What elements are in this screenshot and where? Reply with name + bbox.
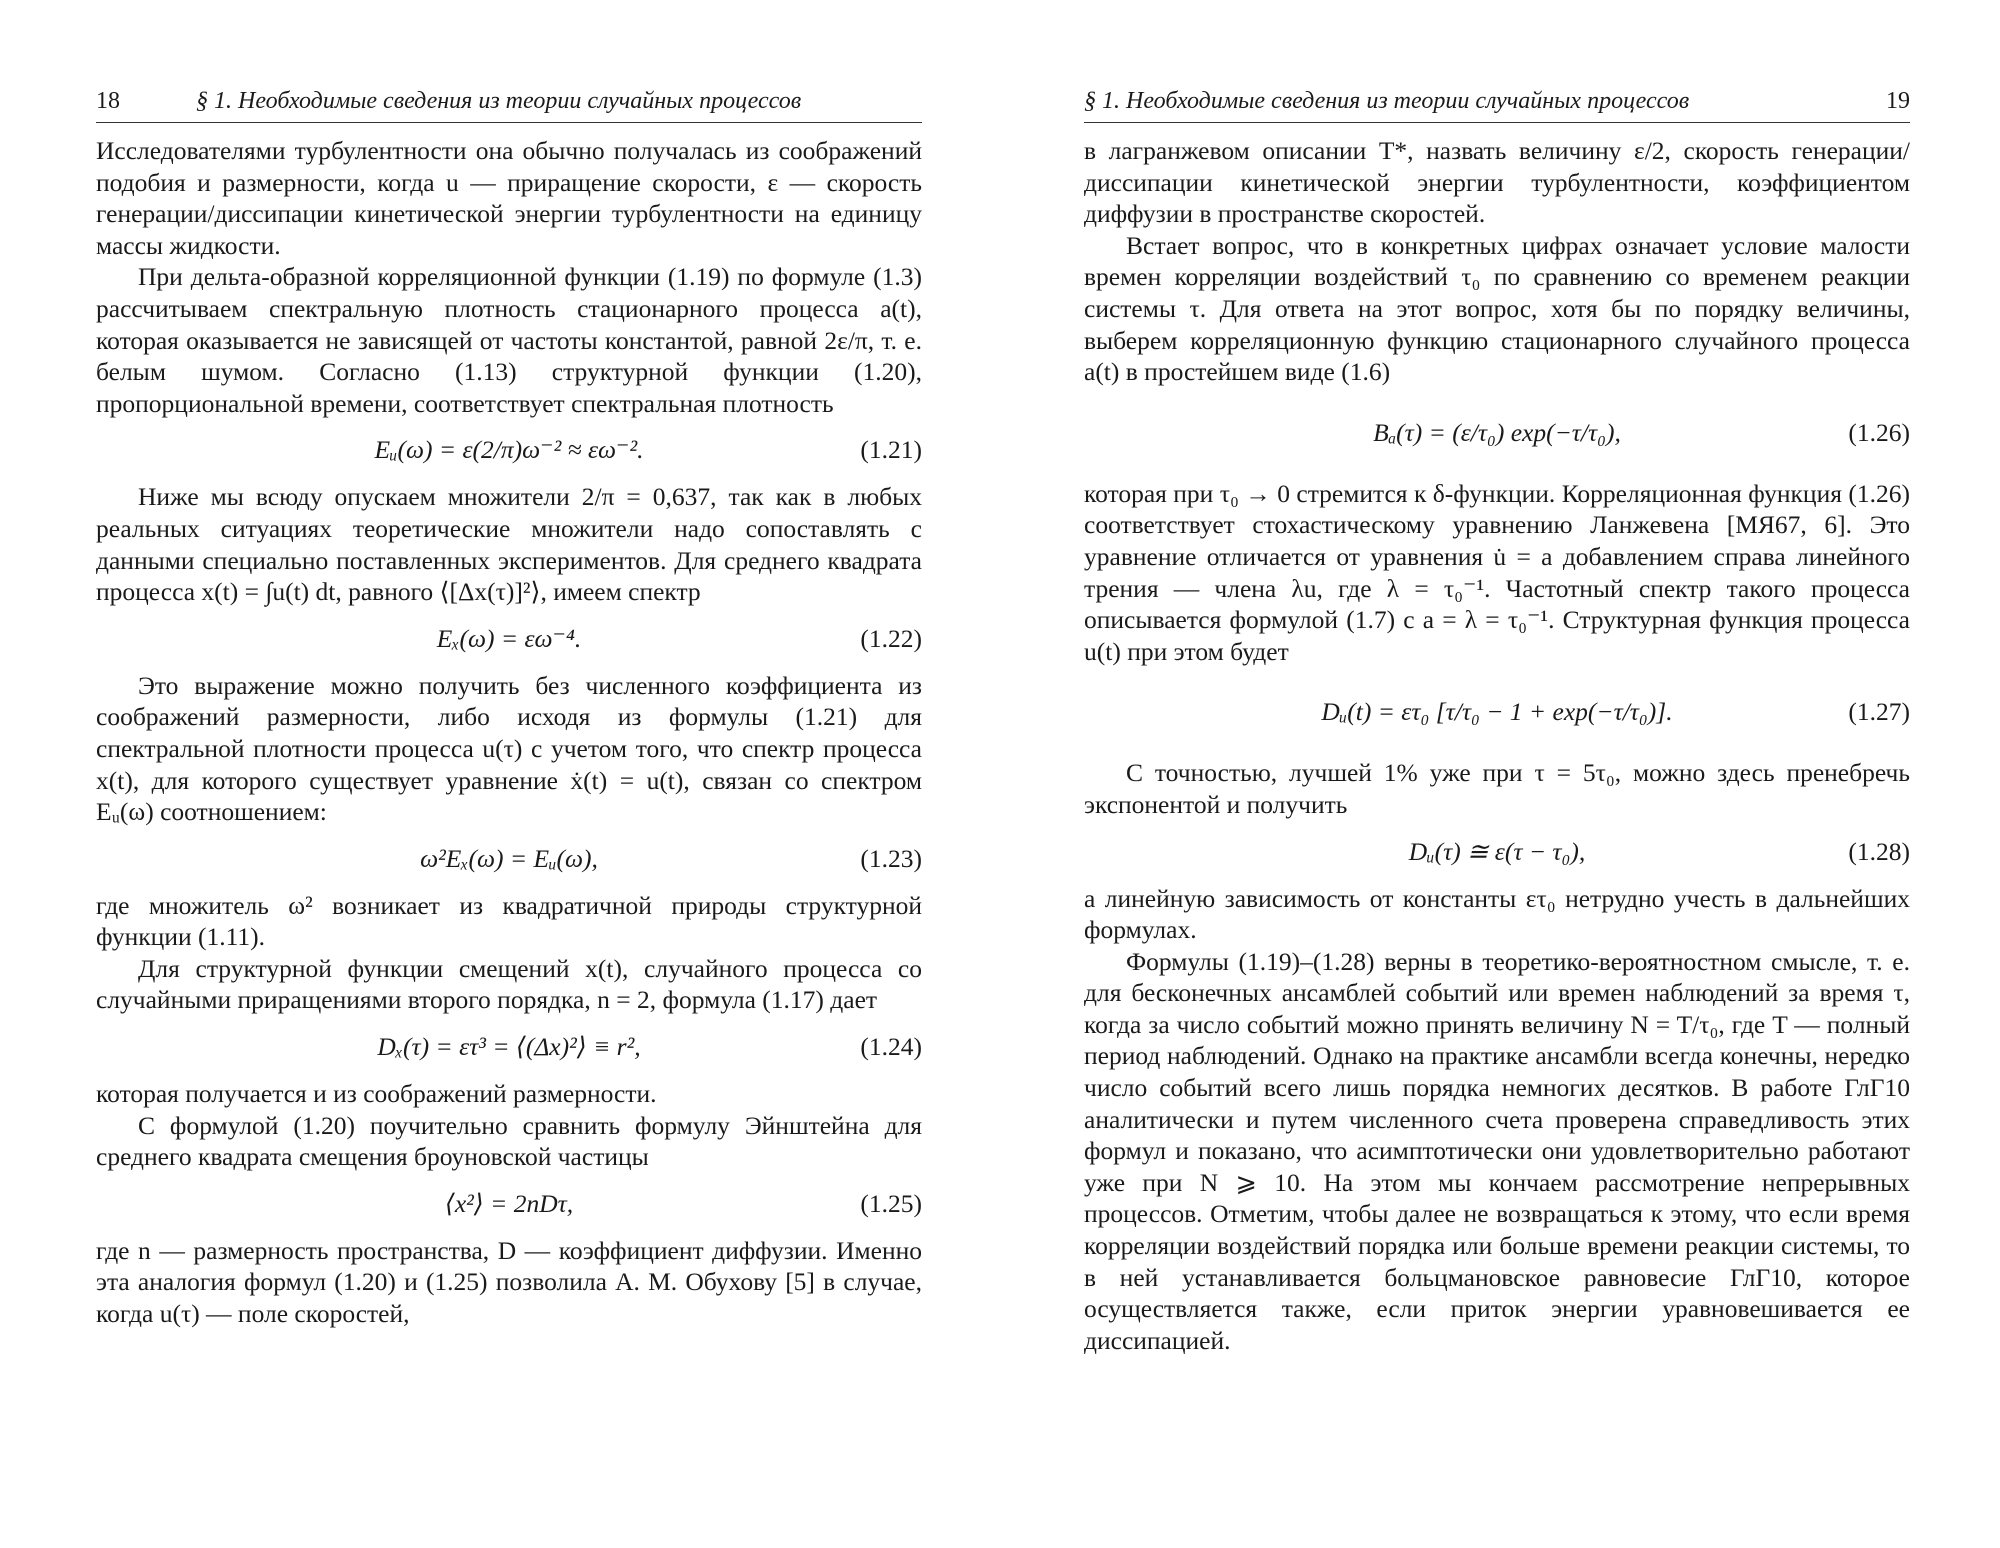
equation-number: (1.24) bbox=[860, 1032, 922, 1062]
equation-expression: Eₓ(ω) = εω⁻⁴. bbox=[436, 623, 582, 653]
equation-expression: Eᵤ(ω) = ε(2/π)ω⁻² ≈ εω⁻². bbox=[374, 435, 644, 465]
paragraph: Для структурной функции смещений x(t), случайного процесса со случайными приращениями второго порядка, n = 2, формула (1.17) дает bbox=[96, 953, 922, 1015]
equation bbox=[1084, 673, 1910, 751]
equation-number: (1.26) bbox=[1848, 417, 1910, 447]
equation bbox=[96, 834, 922, 884]
equation-number: (1.25) bbox=[860, 1188, 922, 1218]
right-page-body bbox=[1084, 135, 1910, 1356]
paragraph: С точностью, лучшей 1% уже при τ = 5τ₀, можно здесь пренебречь экспонентой и получить bbox=[1084, 758, 1910, 819]
right-running-title: § 1. Необходимые сведения из теории случайных процессов bbox=[1084, 88, 1690, 114]
equation bbox=[96, 1022, 922, 1072]
left-page bbox=[96, 86, 922, 1330]
equation-number: (1.22) bbox=[860, 623, 922, 653]
equation-expression: Dᵤ(τ) ≅ ε(τ − τ₀), bbox=[1408, 836, 1586, 866]
left-running-title: § 1. Необходимые сведения из теории случайных процессов bbox=[196, 88, 802, 114]
left-page-number: 18 bbox=[96, 88, 120, 114]
paragraph: Формулы (1.19)–(1.28) верны в теоретико-вероятностном смысле, т. е. для бесконечных ансамблей событий или времен наблюдений за время τ, когда за число событий можно принять величину N = T/τ₀, где T — полный период наблюдений. Однако на практике ансамбли всегда конечны, нередко число событий всего лишь порядка немногих десятков. В работе ГлГ10 аналитически и путем численного счета проверена справедливость этих формул и показано, что асимптотически они удовлетворительно работают уже при N ⩾ 10. На этом мы кончаем рассмотрение непрерывных процессов. Отметим, чтобы далее не возвращаться к этому, что если время корреляции воздействий порядка или больше времени реакции системы, то в ней устанавливается больцмановское равновесие ГлГ10, которое осуществляется также, если приток энергии уравновешивается ее диссипацией. bbox=[1084, 946, 1910, 1355]
paragraph: С формулой (1.20) поучительно сравнить формулу Эйнштейна для среднего квадрата смещения броуновской частицы bbox=[96, 1110, 922, 1172]
paragraph: При дельта-образной корреляционной функции (1.19) по формуле (1.3) рассчитываем спектральную плотность стационарного процесса a(t), которая оказывается не зависящей от частоты константой, равной 2ε/π, т. е. белым шумом. Согласно (1.13) структурной функции (1.20), пропорциональной времени, соответствует спектральная плотность bbox=[96, 262, 922, 418]
right-page bbox=[1084, 86, 1910, 1356]
paragraph: в лагранжевом описании T*, назвать величину ε/2, скорость генерации/диссипации кинетической энергии турбулентности, коэффициентом диффузии в пространстве скоростей. bbox=[1084, 136, 1910, 229]
paragraph: Исследователями турбулентности она обычно получалась из соображений подобия и размерности, когда u — приращение скорости, ε — скорость генерации/диссипации кинетической энергии турбулентности на единицу массы жидкости. bbox=[96, 136, 922, 260]
equation bbox=[96, 1179, 922, 1229]
equation-expression: ω²Eₓ(ω) = Eᵤ(ω), bbox=[420, 843, 598, 873]
equation-number: (1.23) bbox=[860, 843, 922, 873]
paragraph: которая при τ₀ → 0 стремится к δ-функции. Корреляционная функция (1.26) соответствует стохастическому уравнению Ланжевена [МЯ67, 6]. Это уравнение отличается от уравнения u̇ = a добавлением справа линейного трения — члена λu, где λ = τ₀⁻¹. Частотный спектр такого процесса описывается формулой (1.7) с a = λ = τ₀⁻¹. Структурная функция процесса u(t) при этом будет bbox=[1084, 478, 1910, 666]
equation-number: (1.27) bbox=[1848, 697, 1910, 727]
equation-expression: Dᵤ(t) = ετ₀ [τ/τ₀ − 1 + exp(−τ/τ₀)]. bbox=[1321, 697, 1673, 727]
equation bbox=[1084, 394, 1910, 472]
paragraph: где множитель ω² возникает из квадратичной природы структурной функции (1.11). bbox=[96, 890, 922, 952]
right-running-header bbox=[1084, 86, 1910, 123]
equation-expression: ⟨x²⟩ = 2nDτ, bbox=[444, 1188, 574, 1218]
paragraph: Ниже мы всюду опускаем множители 2/π = 0,637, так как в любых реальных ситуациях теоретические множители надо сопоставлять с данными специально поставленных экспериментов. Для среднего квадрата процесса x(t) = ∫u(t) dt, равного ⟨[Δx(τ)]²⟩, имеем спектр bbox=[96, 482, 922, 607]
equation bbox=[96, 614, 922, 664]
paragraph: где n — размерность пространства, D — коэффициент диффузии. Именно эта аналогия формул (1.20) и (1.25) позволила А. М. Обухову [5] в случае, когда u(τ) — поле скоростей, bbox=[96, 1235, 922, 1329]
equation-number: (1.21) bbox=[860, 435, 922, 465]
equation bbox=[1084, 827, 1910, 877]
left-page-body bbox=[96, 135, 922, 1330]
paragraph: Это выражение можно получить без численного коэффициента из соображений размерности, либо исходя из формулы (1.21) для спектральной плотности процесса u(τ) с учетом того, что спектр процесса x(t), для которого существует уравнение ẋ(t) = u(t), связан со спектром Eᵤ(ω) соотношением: bbox=[96, 670, 922, 827]
equation-expression: Bₐ(τ) = (ε/τ₀) exp(−τ/τ₀), bbox=[1373, 417, 1621, 447]
equation-number: (1.28) bbox=[1848, 836, 1910, 866]
right-page-number: 19 bbox=[1886, 88, 1910, 114]
paragraph: которая получается и из соображений размерности. bbox=[96, 1079, 657, 1109]
left-running-header bbox=[96, 86, 922, 123]
equation-expression: Dₓ(τ) = ετ³ = ⟨(Δx)²⟩ ≡ r², bbox=[377, 1032, 641, 1062]
equation bbox=[96, 425, 922, 475]
paragraph: а линейную зависимость от константы ετ₀ нетрудно учесть в дальнейших формулах. bbox=[1084, 883, 1910, 945]
paragraph: Встает вопрос, что в конкретных цифрах означает условие малости времен корреляции воздействий τ₀ по сравнению со временем реакции системы τ. Для ответа на этот вопрос, хотя бы по порядку величины, выберем корреляционную функцию стационарного случайного процесса a(t) в простейшем виде (1.6) bbox=[1084, 230, 1910, 387]
